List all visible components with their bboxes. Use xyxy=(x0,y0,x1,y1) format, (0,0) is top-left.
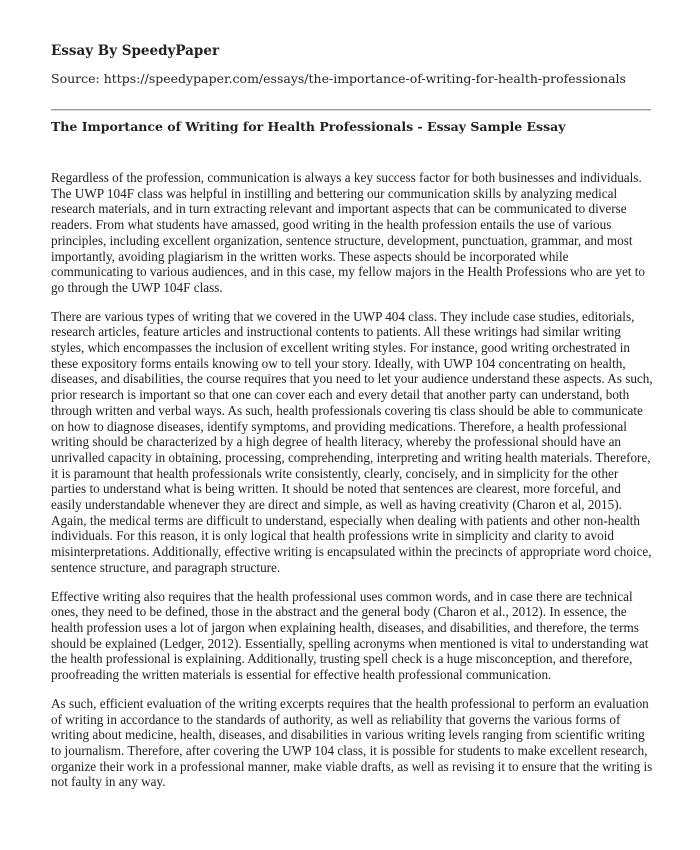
essay-body xyxy=(51,170,653,803)
header-divider xyxy=(51,109,651,111)
essay-title: The Importance of Writing for Health Professionals - Essay Sample Essay xyxy=(51,119,566,134)
essay-paragraph: Effective writing also requires that the health professional uses common words, and in case there are technical ones, they need to be defined, those in the abstract and the general body (Charon et al., 2012). In essence, the health profession uses a lot of jargon when explaining health, diseases, and disabilities, and therefore, the terms should be explained (Ledger, 2012). Essentially, spelling acronyms when mentioned is vital to understanding wat the health professional is explaining. Additionally, trusting spell check is a huge misconception, and therefore, proofreading the written materials is essential for effective health professional communication. xyxy=(51,588,649,683)
document-label: Essay By SpeedyPaper xyxy=(51,43,220,59)
essay-paragraph: There are various types of writing that we covered in the UWP 404 class. They include case studies, editorials, research articles, feature articles and instructional contents to patients. All these writings had similar writing styles, which encompasses the inclusion of excellent writing styles. For instance, good writing orchestrated in these expository forms entails knowing ow to tell your story. Ideally, with UWP 104 concentrating on health, diseases, and disabilities, the course requires that you need to let your audience understand these aspects. As such, prior research is important so that one can cover each and every detail that another party can understand, both through written and verbal ways. As such, health professionals covering tis class should be able to communicate on how to diagnose diseases, identify symptoms, and providing medications. Therefore, a health professional writing should be characterized by a high degree of health literacy, whereby the professional should have an unrivalled capacity in obtaining, processing, comprehending, interpreting and writing health materials. Therefore, it is paramount that health professionals write consistently, clearly, concisely, and in simplicity for the other parties to understand what is being written. It should be noted that sentences are clearest, more forceful, and easily understandable whenever they are direct and simple, as well as having creativity (Charon et al, 2015). Again, the medical terms are difficult to understand, especially when dealing with patients and other non-health individuals. For this reason, it is only logical that health professions write in simplicity and clarity to avoid misinterpretations. Additionally, effective writing is encapsulated within the precincts of appropriate word choice, sentence structure, and paragraph structure. xyxy=(51,308,653,575)
source-line: Source: https://speedypaper.com/essays/the-importance-of-writing-for-health-professionals xyxy=(51,71,626,86)
essay-paragraph: Regardless of the profession, communication is always a key success factor for both businesses and individuals. The UWP 104F class was helpful in instilling and bettering our communication skills by analyzing medical research materials, and in turn extracting relevant and important aspects that can be communicated to diverse readers. From what students have amassed, good writing in the health profession entails the use of various principles, including excellent organization, sentence structure, development, punctuation, grammar, and most importantly, avoiding plagiarism in the written works. These aspects should be incorporated while communicating to various audiences, and in this case, my fellow majors in the Health Professions who are yet to go through the UWP 104F class. xyxy=(51,170,646,295)
essay-paragraph: As such, efficient evaluation of the writing excerpts requires that the health professional to perform an evaluation of writing in accordance to the standards of authority, as well as reliability that governs the various forms of writing about medicine, health, diseases, and disabilities in various writing levels ranging from scientific writing to journalism. Therefore, after covering the UWP 104 class, it is possible for students to make excellent research, organize their work in a professional manner, make viable drafts, as well as revising it to ensure that the writing is not faulty in any way. xyxy=(51,695,653,790)
